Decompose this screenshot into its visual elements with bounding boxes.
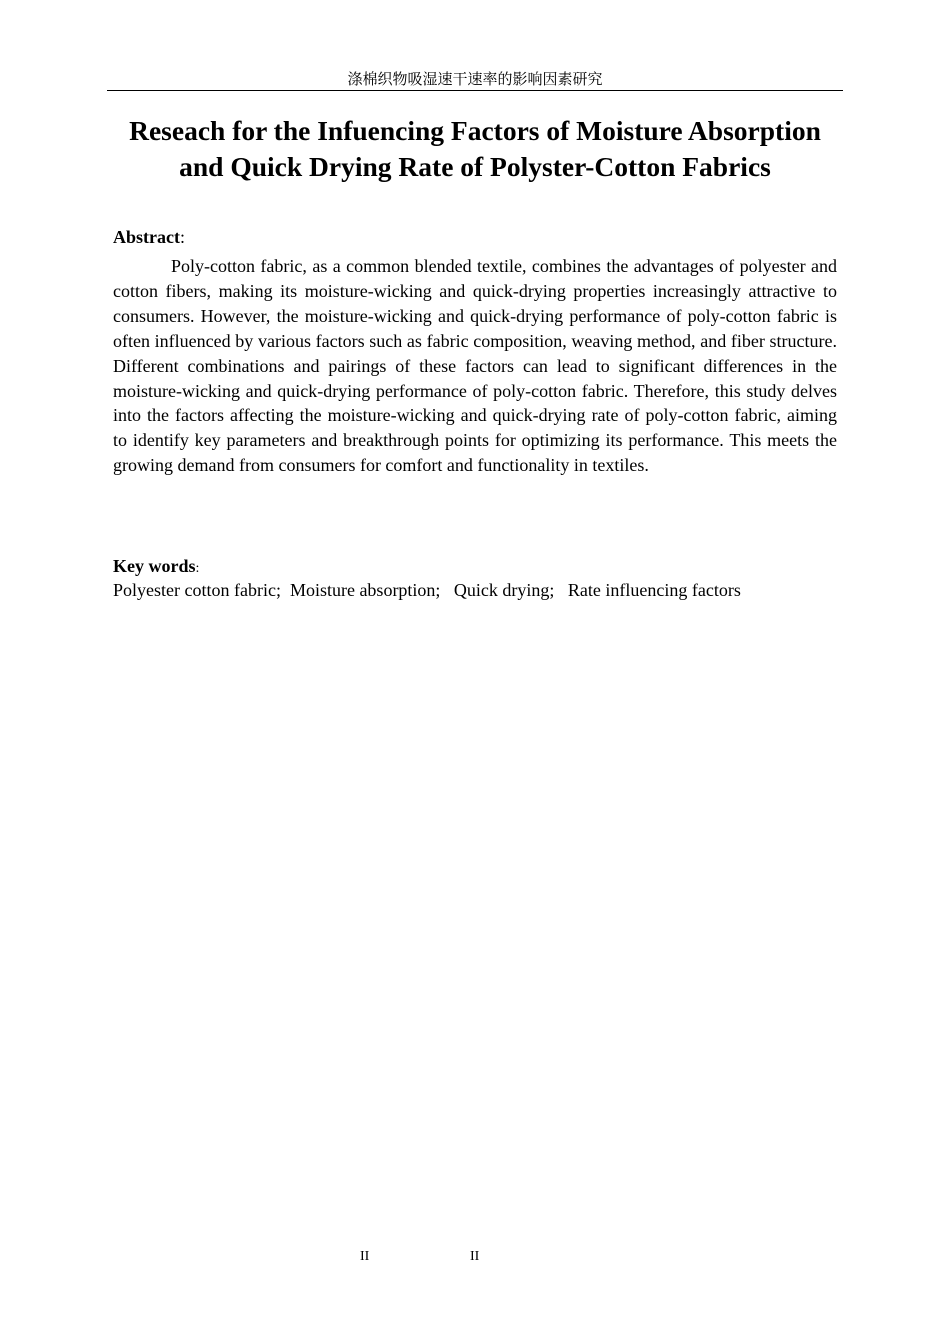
abstract-label: Abstract [113,227,180,247]
title-line-2: and Quick Drying Rate of Polyster-Cotton Fabrics [179,151,771,182]
paper-title [113,113,837,185]
abstract-colon: : [179,227,185,247]
keywords-heading [113,554,199,581]
abstract-heading [113,225,185,249]
page-number-left: II [360,1249,370,1264]
keywords-list: Polyester cotton fabric; Moisture absorption; Quick drying; Rate influencing factors [113,580,741,600]
keywords-colon: : [195,561,200,576]
keywords-label: Key words [113,556,196,576]
running-header: 涤棉织物吸湿速干速率的影响因素研究 [107,68,843,91]
page-number-right: II [470,1249,480,1264]
abstract-text: Poly-cotton fabric, as a common blended textile, combines the advantages of polyester and cotton fibers, making its moisture-wicking and quick-drying properties increasingly attractive to consumers. However, the moisture-wicking and quick-drying performance of poly-cotton fabric is often influenced by various factors such as fabric composition, weaving method, and fiber structure. Different combinations and pairings of these factors can lead to significant differences in the moisture-wicking and quick-drying performance of poly-cotton fabric. Therefore, this study delves into the factors affecting the moisture-wicking and quick-drying rate of poly-cotton fabric, aiming to identify key parameters and breakthrough points for optimizing its performance. This meets the growing demand from consumers for comfort and functionality in textiles. [113,256,837,476]
title-line-1: Reseach for the Infuencing Factors of Moisture Absorption [129,115,821,146]
